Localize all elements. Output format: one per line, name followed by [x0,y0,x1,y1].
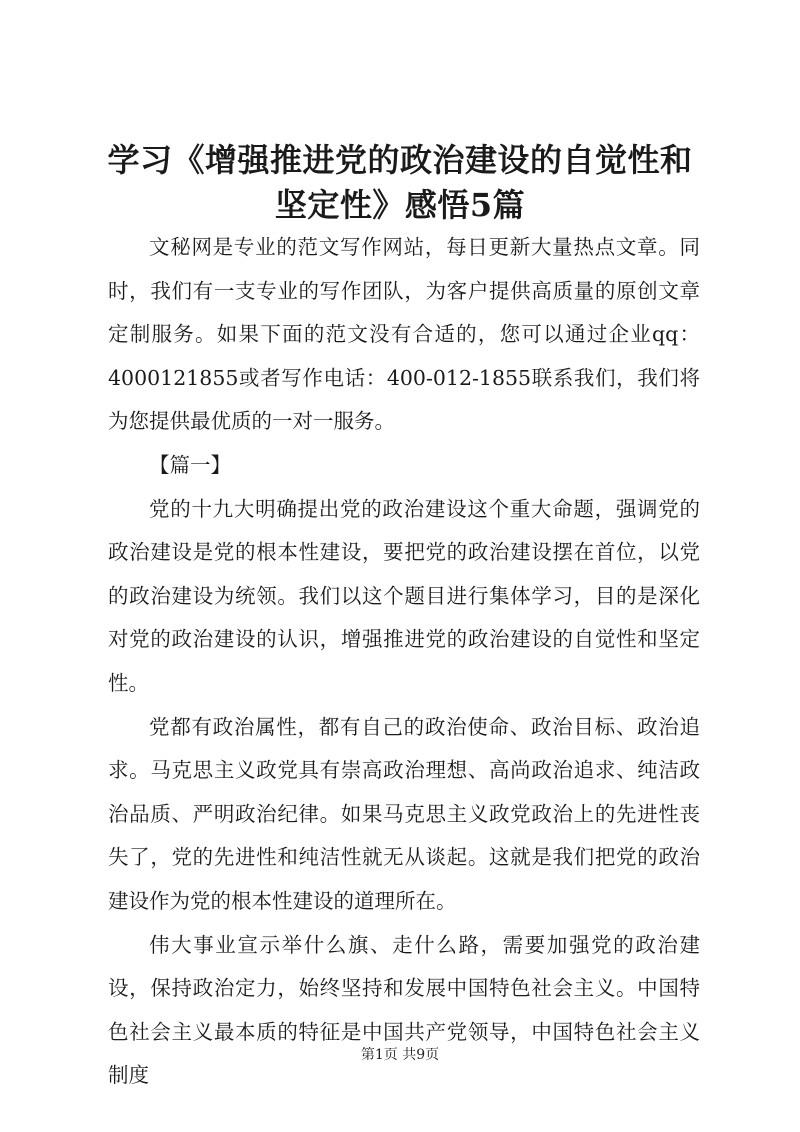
body-paragraph: 党都有政治属性，都有自己的政治使命、政治目标、政治追求。马克思主义政党具有崇高政治理想、高尚政治追求、纯洁政治品质、严明政治纪律。如果马克思主义政党政治上的先进性丧失了，党的先进性和纯洁性就无从谈起。这就是我们把党的政治建设作为党的根本性建设的道理所在。 [108,714,700,913]
body-paragraph: 伟大事业宣示举什么旗、走什么路，需要加强党的政治建设，保持政治定力，始终坚持和发展中国特色社会主义。中国特色社会主义最本质的特征是中国共产党领导，中国特色社会主义制度 [108,932,700,1088]
document-body [108,226,700,1098]
page-number-footer: 第1页 共9页 [360,1047,440,1063]
intro-paragraph: 文秘网是专业的范文写作网站，每日更新大量热点文章。同时，我们有一支专业的写作团队，为客户提供高质量的原创文章定制服务。如果下面的范文没有合适的，您可以通过企业qq：4000121855或者写作电话：400-012-1855联系我们，我们将为您提供最优质的一对一服务。 [108,235,700,434]
body-paragraph: 党的十九大明确提出党的政治建设这个重大命题，强调党的政治建设是党的根本性建设，要把党的政治建设摆在首位，以党的政治建设为统领。我们以这个题目进行集体学习，目的是深化对党的政治建设的认识，增强推进党的政治建设的自觉性和坚定性。 [108,496,700,695]
document-title: 学习《增强推进党的政治建设的自觉性和坚定性》感悟5篇 [107,141,693,224]
section-heading: 【篇一】 [149,452,231,477]
